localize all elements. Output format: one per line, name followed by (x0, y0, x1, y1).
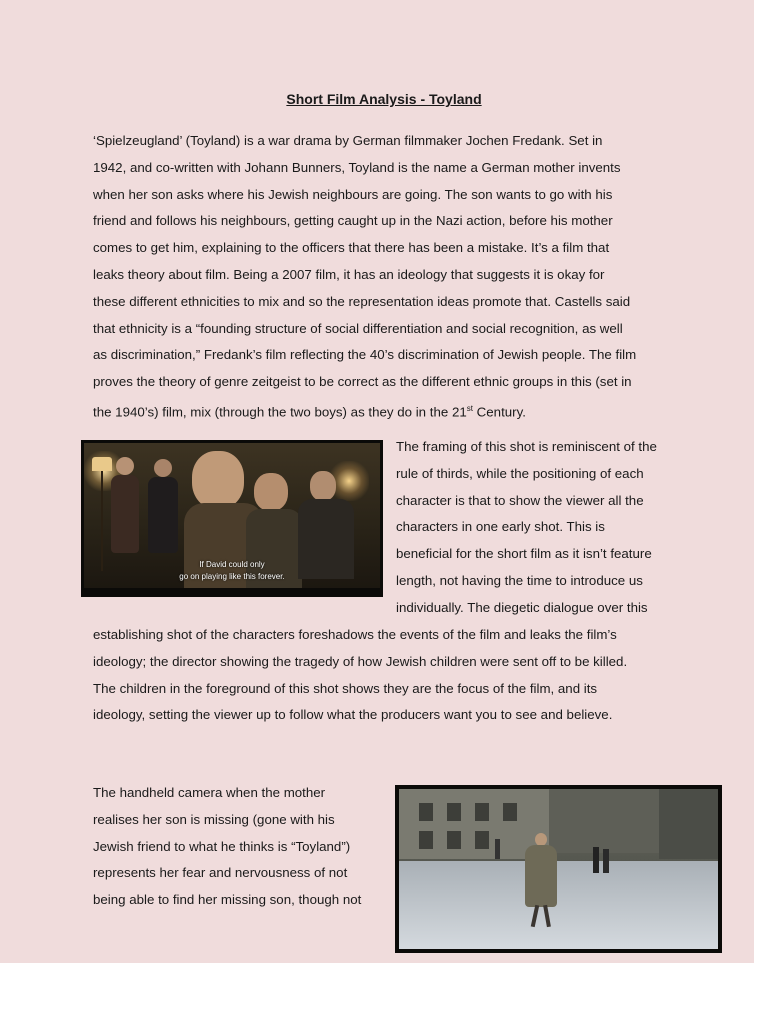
text-line: ideology, setting the viewer up to follow what the producers want you to see and believe. (93, 707, 613, 723)
figure-bystander (603, 849, 609, 873)
window (447, 803, 461, 821)
text-line-prefix: the 1940’s) film, mix (through the two boys) as they do in the 21 (93, 404, 467, 420)
figure-man (310, 471, 336, 501)
text-line: represents her fear and nervousness of not (93, 865, 348, 881)
subtitle-line-1: If David could only (199, 560, 265, 569)
figure-bystander (495, 839, 500, 859)
text-line: 1942, and co-written with Johann Bunners, Toyland is the name a German mother invents (93, 159, 621, 175)
film-still-living-room (81, 440, 383, 597)
text-line: that ethnicity is a “founding structure of social differentiation and social recognition, as well (93, 320, 623, 336)
figure-boy-second (254, 473, 288, 511)
window (419, 831, 433, 849)
film-still-snowy-street (395, 785, 722, 953)
window (475, 803, 489, 821)
text-line: comes to get him, explaining to the officers that there has been a mistake. It’s a film that (93, 240, 610, 256)
text-line: Jewish friend to what he thinks is “Toyland”) (93, 838, 351, 854)
window (475, 831, 489, 849)
text-line: The framing of this shot is reminiscent of the (396, 439, 657, 454)
subtitle-line-2: go on playing like this forever. (179, 572, 285, 581)
text-line: leaks theory about film. Being a 2007 film, it has an ideology that suggests it is okay for (93, 266, 605, 282)
text-line-suffix: Century. (472, 404, 526, 420)
document-title: Short Film Analysis - Toyland (286, 91, 482, 107)
window (503, 803, 517, 821)
text-line: friend and follows his neighbours, getting caught up in the Nazi action, before his mother (93, 213, 613, 229)
text-line: proves the theory of genre zeitgeist to be correct as the different ethnic groups in this (set in (93, 374, 632, 390)
text-line: individually. The diegetic dialogue over this (396, 599, 648, 615)
text-line: length, not having the time to introduce us (396, 572, 643, 588)
text-line: when her son asks where his Jewish neighbours are going. The son wants to go with his (93, 186, 613, 202)
still-scene (84, 443, 380, 588)
lamp-shade (92, 457, 112, 471)
figure-boy-foreground (192, 451, 244, 509)
paragraph-handheld-camera (93, 780, 389, 914)
window (447, 831, 461, 849)
text-line: establishing shot of the characters foreshadows the events of the film and leaks the film’s (93, 627, 617, 642)
text-line: these different ethnicities to mix and so the representation ideas promote that. Castells said (93, 293, 631, 309)
paragraph-framing-analysis-continued (93, 622, 693, 729)
text-line: being able to find her missing son, though not (93, 892, 362, 908)
figure-woman-left-body (111, 475, 139, 553)
text-line: rule of thirds, while the positioning of each (396, 465, 644, 481)
text-line: ideology; the director showing the tragedy of how Jewish children were sent off to be killed. (93, 653, 628, 669)
text-line-last (93, 396, 683, 426)
superscript-st: st (466, 403, 473, 413)
snowy-ground (399, 861, 718, 949)
paragraph-framing-analysis (396, 434, 686, 622)
text-line: ‘Spielzeugland’ (Toyland) is a war drama by German filmmaker Jochen Fredank. Set in (93, 133, 603, 148)
figure-woman-right-body (148, 477, 178, 553)
building-right (659, 789, 718, 859)
text-line: The handheld camera when the mother (93, 785, 326, 800)
building-center (549, 789, 659, 853)
figure-woman-left (116, 457, 134, 475)
text-line: realises her son is missing (gone with his (93, 811, 335, 827)
figure-woman-right (154, 459, 172, 477)
text-line: beneficial for the short film as it isn’t feature (396, 546, 652, 562)
text-line: as discrimination,” Fredank’s film reflecting the 40’s discrimination of Jewish people. The film (93, 347, 637, 363)
still-scene (399, 789, 718, 949)
window (419, 803, 433, 821)
figure-bystander (593, 847, 599, 873)
text-line: character is that to show the viewer all the (396, 492, 644, 508)
text-line: characters in one early shot. This is (396, 519, 605, 535)
lamp-stand (101, 471, 103, 571)
figure-mother-body (525, 845, 557, 907)
paragraph-intro (93, 128, 683, 426)
text-line: The children in the foreground of this shot shows they are the focus of the film, and its (93, 680, 598, 696)
